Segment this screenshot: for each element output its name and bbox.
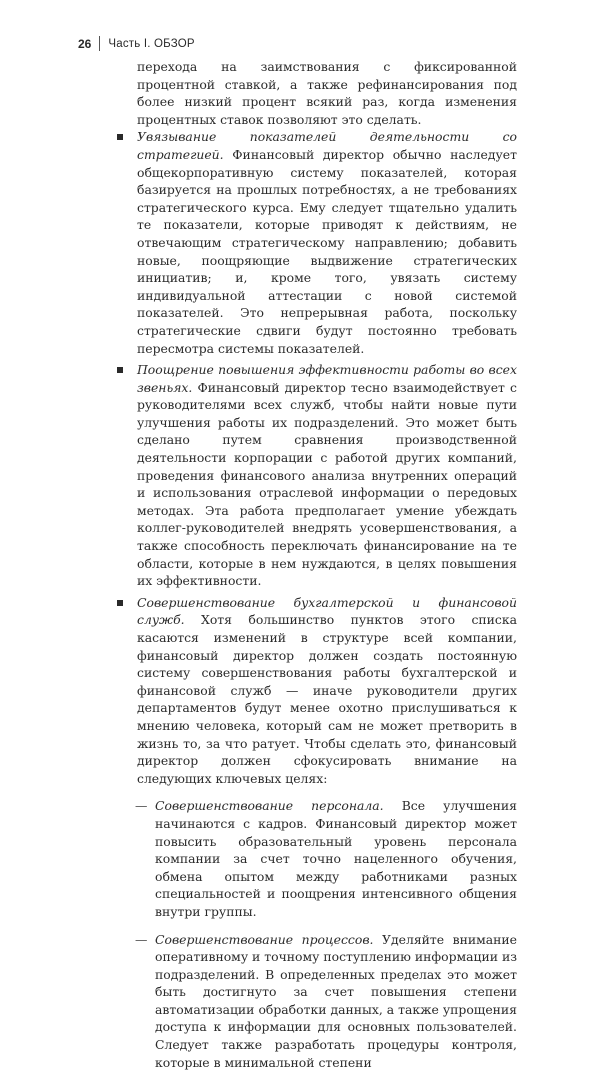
- bullet-title: Увязывание показателей деятельности со стратегией.: [137, 129, 517, 162]
- dash-text: Уделяйте внимание оперативному и точному поступлению информации из подразделений. В определенных пределах это может быть достигнуто за счет повышения степени автоматизации обработки данных, а также упрощения доступа к информации для основных пользователей. Следует также разработать процедуры контроля, которые в минимальной степени: [155, 931, 517, 1070]
- square-bullet-icon: [117, 134, 123, 140]
- part-title: Часть I. ОБЗОР: [108, 37, 195, 50]
- square-bullet-icon: [117, 367, 123, 373]
- bullet-title: Совершенствование бухгалтерской и финансовой служб.: [137, 594, 517, 628]
- dash-list: [137, 797, 517, 1071]
- page-number: 26: [78, 36, 92, 51]
- header-divider: [99, 36, 100, 51]
- continuation-paragraph: перехода на заимствования с фиксированной процентной ставкой, а также рефинансирования под более низкий процент всякий раз, когда изменения процентных ставок позволяют это сделать.: [137, 59, 517, 127]
- dash-text: Все улучшения начинаются с кадров. Финансовый директор может повысить образовательный уровень персонала компании за счет точно нацеленного обучения, обмена опытом между работниками разных специальностей и поощрения интенсивного общения внутри группы.: [155, 798, 517, 919]
- bullet-item-accounting: [137, 594, 517, 1071]
- bullet-text: Финансовый директор тесно взаимодействует с руководителями всех служб, чтобы найти новые пути улучшения работы их подразделений. Это может быть сделано путем сравнения производственной деятельности корпорации с работой других компаний, проведения финансового анализа внутренних операций и использования отраслевой информации о передовых методах. Эта работа предполагает умение убеждать коллег-руководителей внедрять усовершенствования, а также способность переключать финансирование на те области, которые в нем нуждаются, в целях повышения их эффективности.: [137, 379, 517, 589]
- square-bullet-icon: [117, 600, 123, 606]
- bullet-text: Финансовый директор обычно наследует общекорпоративную систему показателей, которая базируется на прошлых потребностях, а не требованиях стратегического курса. Ему следует тщательно удалить те показатели, которые приводят к действиям, не отвечающим стратегическому направлению; добавить новые, поощряющие выдвижение стратегических инициатив; и, кроме того, увязать систему индивидуальной аттестации с новой системой показателей. Это непрерывная работа, поскольку стратегические сдвиги будут постоянно требовать пересмотра системы показателей.: [137, 146, 517, 356]
- dash-item-personnel: [135, 797, 517, 920]
- page-header: [78, 36, 195, 51]
- bullet-list: [137, 128, 517, 1071]
- dash-title: Совершенствование процессов.: [155, 931, 374, 947]
- dash-bullet-icon: —: [135, 798, 148, 814]
- dash-bullet-icon: —: [135, 931, 148, 947]
- bullet-title: Поощрение повышения эффективности работы во всех звеньях.: [137, 362, 517, 395]
- bullet-text: Хотя большинство пунктов этого списка касаются изменений в структуре всей компании, финансовый директор должен создать постоянную систему совершенствования работы бухгалтерской и финансовой служб — иначе руководители других департаментов будут менее охотно прислушиваться к мнению человека, который сам не может претворить в жизнь то, за что ратует. Чтобы сделать это, финансовый директор должен сфокусировать внимание на следующих ключевых целях:: [137, 612, 517, 786]
- dash-title: Совершенствование персонала.: [155, 798, 384, 814]
- page-body: [137, 58, 517, 1081]
- bullet-item-efficiency: [137, 361, 517, 590]
- dash-item-processes: [135, 931, 517, 1072]
- bullet-item-strategy: [137, 128, 517, 357]
